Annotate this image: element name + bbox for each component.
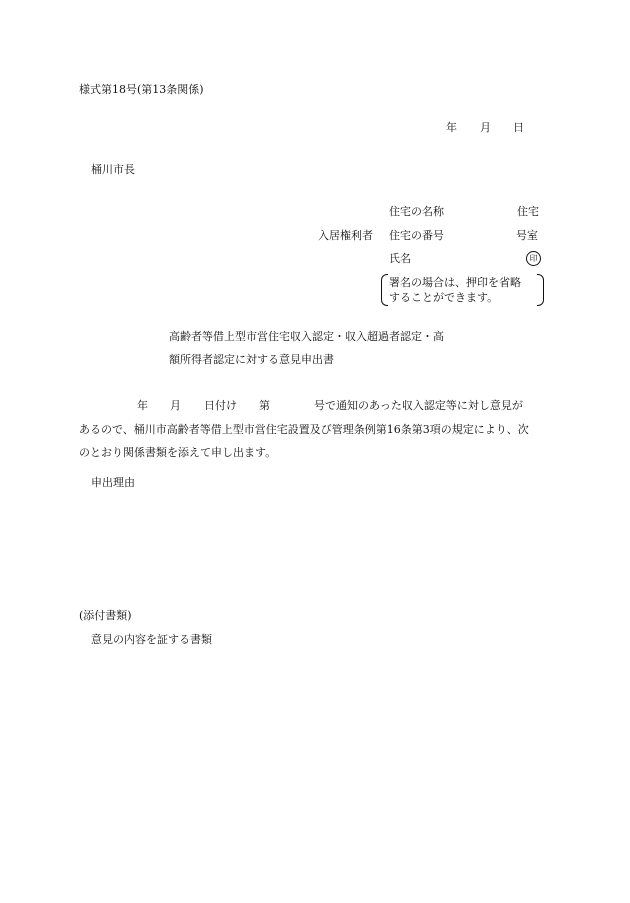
date-month: 月	[480, 121, 491, 134]
date-line	[446, 121, 524, 135]
date-year: 年	[446, 121, 457, 134]
attachments-heading: (添付書類)	[79, 609, 132, 622]
body-line3: のとおり関係書類を添えて申し出ます。	[79, 446, 277, 459]
body-line2: あるので、桶川市高齢者等借上型市営住宅設置及び管理条例第16条第3項の規定により、次	[79, 423, 529, 436]
body-year: 年	[137, 399, 148, 412]
body-dated: 日付け	[204, 399, 237, 412]
addressee: 桶川市長	[91, 163, 135, 176]
body-line1	[79, 399, 523, 413]
body-line1-rest: 号で通知のあった収入認定等に対し意見が	[314, 399, 523, 412]
housing-number-suffix: 号室	[516, 229, 538, 242]
body-number-prefix: 第	[259, 399, 270, 412]
seal-mark	[526, 251, 541, 266]
form-number: 様式第18号(第13条関係)	[79, 83, 204, 96]
title-line1: 高齢者等借上型市営住宅収入認定・収入超過者認定・高	[169, 330, 444, 343]
attachment-item: 意見の内容を証する書類	[91, 633, 212, 646]
housing-number-label: 住宅の番号	[389, 229, 444, 242]
title-line2: 額所得者認定に対する意見申出書	[169, 353, 334, 366]
note-bracket-left	[381, 274, 388, 306]
date-day: 日	[513, 121, 524, 134]
housing-name-suffix: 住宅	[517, 205, 539, 218]
applicant-role: 入居権利者	[318, 229, 373, 242]
reason-label: 申出理由	[91, 476, 135, 489]
signature-note-line1: 署名の場合は、押印を省略	[389, 276, 521, 289]
housing-name-label: 住宅の名称	[389, 205, 444, 218]
note-bracket-right	[537, 274, 544, 306]
body-month: 月	[170, 399, 181, 412]
name-label: 氏名	[389, 252, 411, 265]
signature-note-line2: することができます。	[389, 291, 499, 304]
seal-circle: 印	[526, 251, 541, 266]
